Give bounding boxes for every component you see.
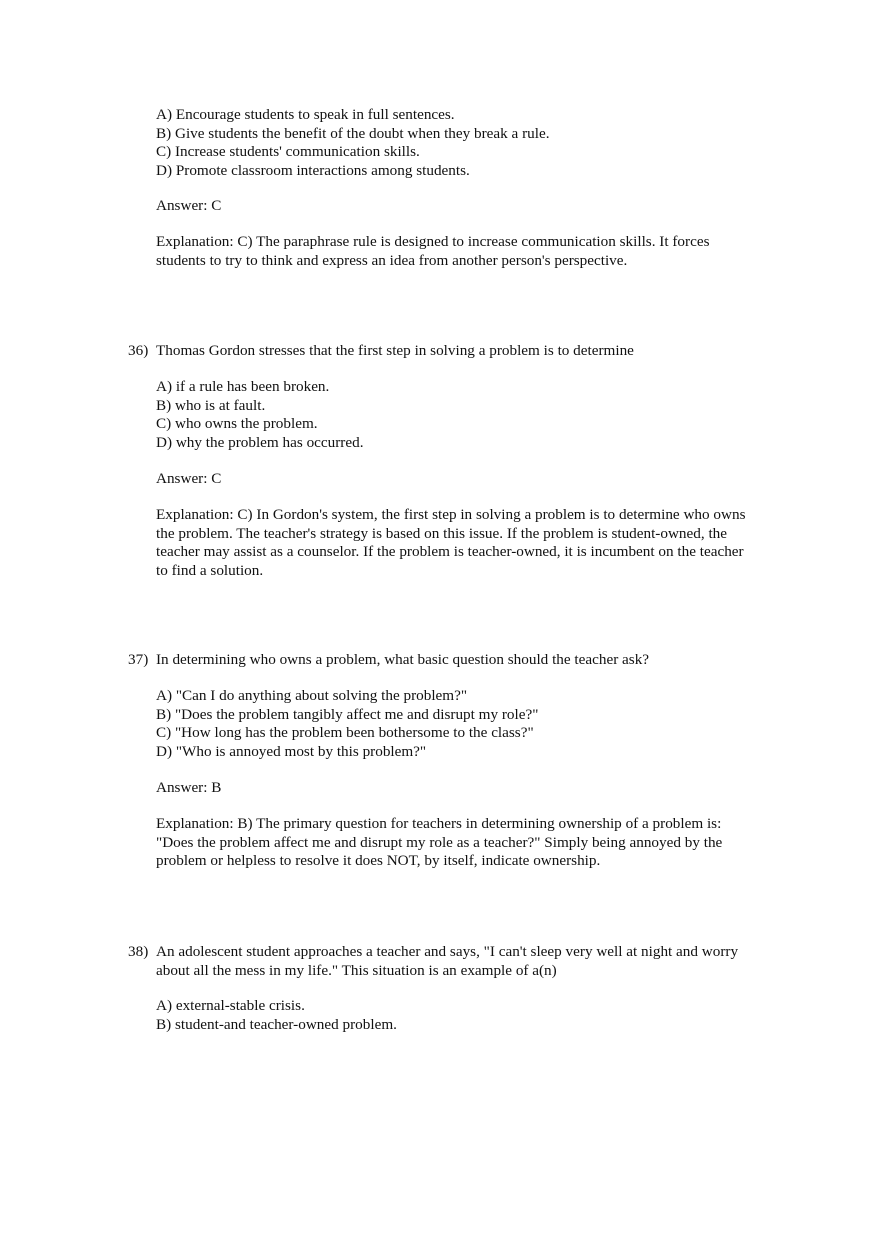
option-c: C) who owns the problem. (156, 415, 318, 433)
question-line: In determining who owns a problem, what basic question should the teacher ask? (156, 651, 650, 668)
explanation-line: "Does the problem affect me and disrupt my role as a teacher?" Simply being annoyed by the (156, 833, 723, 851)
explanation-line: problem or helpless to resolve it does NOT, by itself, indicate ownership. (156, 852, 601, 870)
question-line: about all the mess in my life." This situation is an example of a(n) (156, 961, 557, 979)
option-b: B) student-and teacher-owned problem. (156, 1015, 397, 1033)
question-number: 36) (128, 342, 149, 359)
q36-explanation (156, 506, 796, 580)
explanation-line: Explanation: C) The paraphrase rule is designed to increase communication skills. It forces (156, 233, 710, 250)
prev-explanation (156, 233, 796, 270)
prev-options (156, 106, 796, 180)
answer-text: Answer: B (156, 779, 222, 796)
explanation-line: teacher may assist as a counselor. If the problem is teacher-owned, it is incumbent on the teacher (156, 543, 744, 561)
option-c: C) "How long has the problem been bothersome to the class?" (156, 724, 534, 742)
option-b: B) Give students the benefit of the doubt when they break a rule. (156, 124, 550, 142)
question-text (156, 342, 796, 361)
answer-text: Answer: C (156, 197, 222, 214)
q36-answer (156, 470, 796, 489)
q37-explanation (156, 815, 796, 871)
option-a: A) external-stable crisis. (156, 997, 305, 1014)
option-d: D) why the problem has occurred. (156, 433, 364, 451)
option-b: B) "Does the problem tangibly affect me and disrupt my role?" (156, 705, 539, 723)
question-number: 38) (128, 943, 149, 960)
option-a: A) "Can I do anything about solving the problem?" (156, 687, 468, 704)
q37-answer (156, 779, 796, 798)
explanation-line: students to try to think and express an idea from another person's perspective. (156, 251, 628, 269)
question-text (156, 651, 796, 670)
explanation-line: Explanation: B) The primary question for teachers in determining ownership of a problem is: (156, 815, 722, 832)
question-line: An adolescent student approaches a teacher and says, "I can't sleep very well at night and worry (156, 943, 739, 960)
explanation-line: the problem. The teacher's strategy is based on this issue. If the problem is student-owned, the (156, 524, 728, 542)
option-c: C) Increase students' communication skills. (156, 143, 420, 161)
answer-text: Answer: C (156, 470, 222, 487)
explanation-line: Explanation: C) In Gordon's system, the first step in solving a problem is to determine who owns (156, 506, 746, 523)
question-number: 37) (128, 651, 149, 668)
option-d: D) "Who is annoyed most by this problem?" (156, 742, 427, 760)
question-line: Thomas Gordon stresses that the first step in solving a problem is to determine (156, 342, 634, 359)
option-b: B) who is at fault. (156, 396, 266, 414)
question-text (156, 943, 796, 980)
prev-answer (156, 197, 796, 216)
option-d: D) Promote classroom interactions among students. (156, 161, 470, 179)
option-a: A) Encourage students to speak in full sentences. (156, 106, 455, 123)
explanation-line: to find a solution. (156, 561, 264, 579)
q38-options (156, 997, 796, 1034)
option-a: A) if a rule has been broken. (156, 378, 330, 395)
q37-options (156, 687, 796, 761)
q36-options (156, 378, 796, 452)
